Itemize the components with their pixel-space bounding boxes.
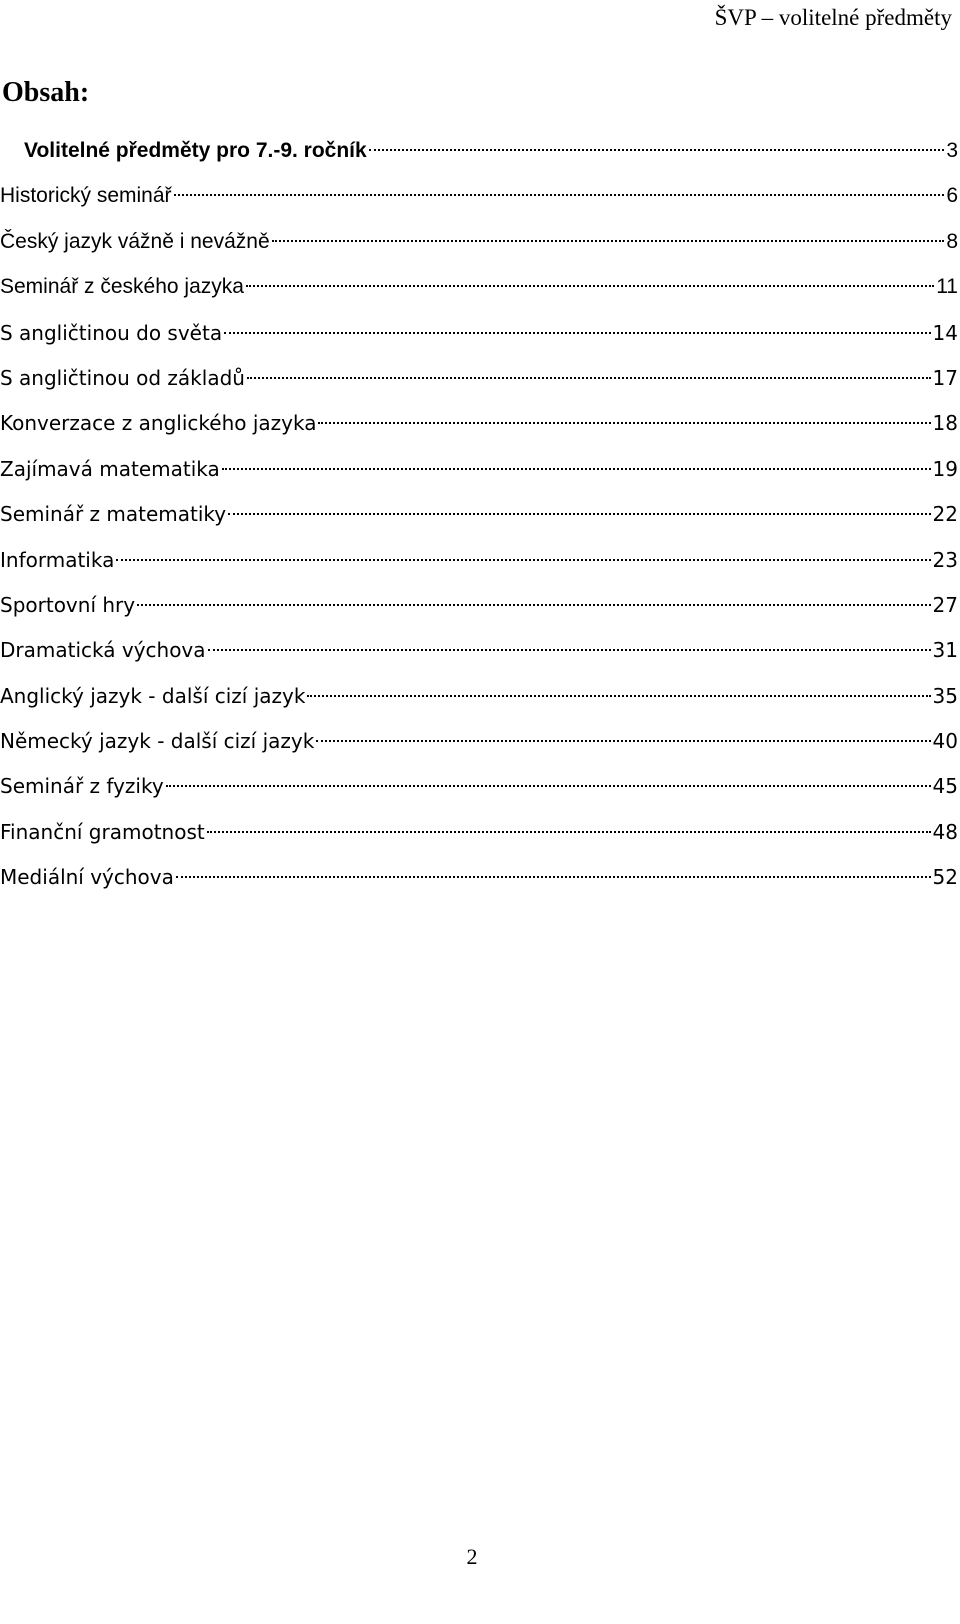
toc-entry-title: Konverzace z anglického jazyka <box>0 411 317 436</box>
toc-entry-page: 17 <box>932 365 958 390</box>
toc-dot-leader <box>116 559 930 561</box>
toc-entry-title: Mediální výchova <box>0 865 174 890</box>
toc-entry-page: 3 <box>946 139 958 162</box>
toc-entry-title: Český jazyk vážně i nevážně <box>0 229 270 253</box>
toc-entry-title: Sportovní hry <box>0 592 136 617</box>
toc-entry[interactable] <box>0 136 958 181</box>
toc-entry[interactable] <box>0 635 958 680</box>
toc-heading: Obsah: <box>2 77 90 108</box>
page-header-title: ŠVP – volitelné předměty <box>714 5 952 30</box>
toc-entry-title: Anglický jazyk - další cizí jazyk <box>0 683 306 708</box>
toc-entry-page: 14 <box>932 320 958 345</box>
toc-entry-page: 8 <box>946 229 958 253</box>
toc-entry-page: 45 <box>932 774 958 799</box>
toc-dot-leader <box>247 377 931 379</box>
toc-entry-title: Informatika <box>0 547 115 572</box>
toc-entry-page: 40 <box>932 729 958 754</box>
toc-entry[interactable] <box>0 817 958 862</box>
toc-entry-page: 11 <box>936 275 958 299</box>
toc-entry[interactable] <box>0 454 958 499</box>
page-number: 2 <box>466 1544 478 1569</box>
toc-entry[interactable] <box>0 590 958 635</box>
toc-entry[interactable] <box>0 681 958 726</box>
toc-entry-page: 31 <box>932 638 958 663</box>
toc-entry-title: Seminář z matematiky <box>0 502 227 527</box>
toc-entry-title: Dramatická výchova <box>0 638 206 663</box>
toc-entry[interactable] <box>0 499 958 544</box>
toc-entry-title: S angličtinou do světa <box>0 320 223 345</box>
toc-entry[interactable] <box>0 862 958 907</box>
toc-entry[interactable] <box>0 545 958 590</box>
toc-entry[interactable] <box>0 726 958 771</box>
toc-dot-leader <box>246 285 934 287</box>
toc-entry-title: Seminář z českého jazyka <box>0 275 244 299</box>
toc-entry-page: 48 <box>932 819 958 844</box>
toc-entry-page: 27 <box>932 592 958 617</box>
toc-entry[interactable] <box>0 771 958 816</box>
toc-entry-title: Německý jazyk - další cizí jazyk <box>0 729 315 754</box>
toc-entry-page: 52 <box>932 865 958 890</box>
toc-entry-page: 18 <box>932 411 958 436</box>
toc-dot-leader <box>307 695 930 697</box>
toc-entry-page: 35 <box>932 683 958 708</box>
toc-dot-leader <box>208 649 931 651</box>
toc-entry[interactable] <box>0 408 958 453</box>
toc-dot-leader <box>316 740 930 742</box>
toc-dot-leader <box>228 513 930 515</box>
toc-entry-page: 22 <box>932 502 958 527</box>
toc-dot-leader <box>369 149 945 151</box>
toc-entry-title: Historický seminář <box>0 184 172 208</box>
toc-entry-title: Finanční gramotnost <box>0 819 205 844</box>
toc-dot-leader <box>137 604 930 606</box>
toc-entry-page: 19 <box>932 456 958 481</box>
toc-entry-title: S angličtinou od základů <box>0 365 245 390</box>
toc-entry[interactable] <box>0 272 958 317</box>
toc-entry[interactable] <box>0 181 958 226</box>
toc-entry-title: Seminář z fyziky <box>0 774 164 799</box>
toc-dot-leader <box>174 194 945 196</box>
toc-entry-page: 23 <box>932 547 958 572</box>
toc-dot-leader <box>272 240 945 242</box>
toc-entry-title: Volitelné předměty pro 7.-9. ročník <box>24 139 367 162</box>
toc-dot-leader <box>318 422 930 424</box>
toc-entry[interactable] <box>0 227 958 272</box>
toc-dot-leader <box>176 876 931 878</box>
toc-dot-leader <box>207 831 931 833</box>
toc-entry-page: 6 <box>946 184 958 208</box>
table-of-contents <box>0 136 958 908</box>
toc-entry-title: Zajímavá matematika <box>0 456 220 481</box>
toc-dot-leader <box>166 785 931 787</box>
toc-dot-leader <box>222 468 931 470</box>
toc-entry[interactable] <box>0 363 958 408</box>
toc-entry[interactable] <box>0 318 958 363</box>
toc-dot-leader <box>224 332 930 334</box>
